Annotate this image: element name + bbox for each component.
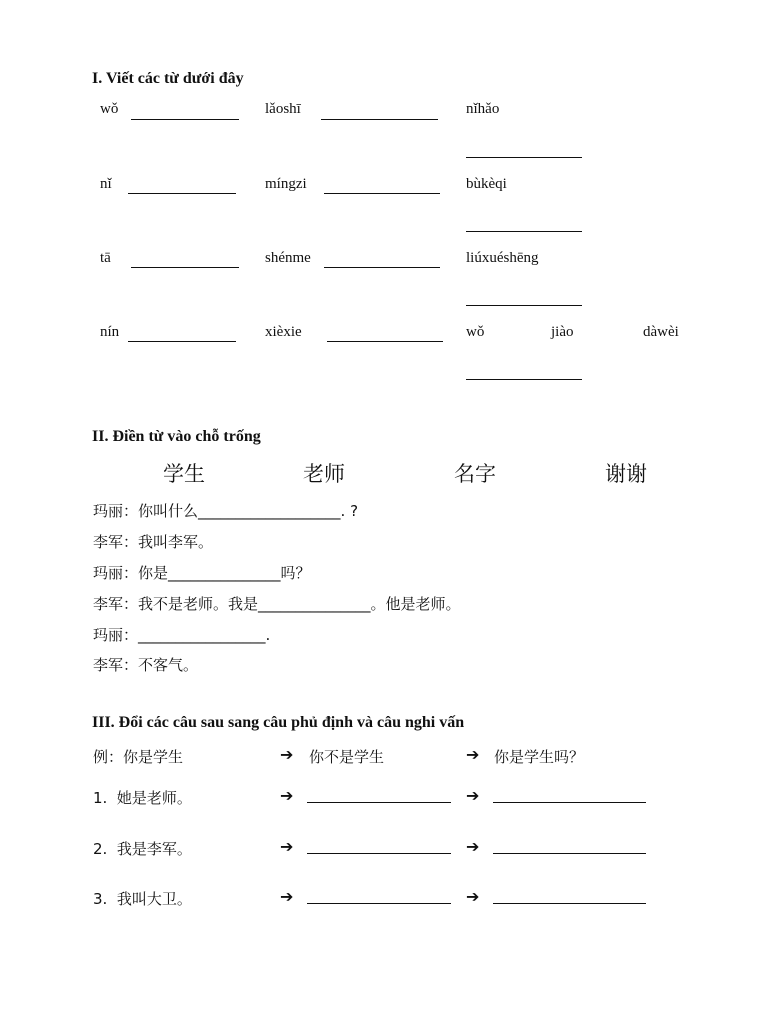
exercise-item-1 (93, 787, 192, 808)
answer-line-mingzi[interactable] (324, 193, 440, 194)
dialog-speaker: 玛丽： (93, 502, 139, 520)
question-answer-line[interactable] (493, 853, 646, 854)
dialog-text: 我不是老师。我是 (138, 595, 259, 613)
answer-line-wo[interactable] (131, 119, 239, 120)
answer-line-shenme[interactable] (324, 267, 440, 268)
dialog-text-after: . (265, 626, 271, 644)
answer-line-nin[interactable] (128, 341, 236, 342)
dialog-text-after: . ? (340, 502, 359, 520)
answer-line-ni[interactable] (128, 193, 236, 194)
pinyin-xiexie: xièxie (265, 324, 302, 340)
dialog-speaker: 李军： (93, 533, 139, 551)
pinyin-laoshi: lǎoshī (265, 101, 301, 117)
question-answer-line[interactable] (493, 903, 646, 904)
pinyin-ta: tā (100, 250, 111, 266)
negative-answer-line[interactable] (307, 802, 451, 803)
word-bank-item: 学生 (163, 462, 205, 486)
arrow-icon: ➔ (466, 786, 480, 805)
word-bank-item: 谢谢 (605, 462, 647, 486)
dialog-text: 你叫什么 (138, 502, 199, 520)
answer-line-bukeqi[interactable] (466, 231, 582, 232)
arrow-icon: ➔ (466, 887, 480, 906)
dialog-line-1 (93, 500, 358, 521)
dialog-blank[interactable]: _______________ (258, 595, 371, 613)
arrow-icon: ➔ (280, 745, 294, 764)
pinyin-phrase-jiao: jiào (551, 324, 574, 340)
pinyin-mingzi: míngzi (265, 176, 307, 192)
item-number: 3. (93, 890, 108, 908)
answer-line-liuxuesheng[interactable] (466, 305, 582, 306)
item-text: 我是李军。 (116, 840, 192, 858)
answer-line-ta[interactable] (131, 267, 239, 268)
pinyin-wo: wǒ (100, 101, 119, 117)
exercise-item-2 (93, 838, 192, 859)
pinyin-ni: nǐ (100, 176, 112, 192)
dialog-blank[interactable]: _________________ (138, 626, 266, 644)
example-question: 你是学生吗？ (494, 748, 585, 766)
dialog-speaker: 玛丽： (93, 626, 139, 644)
pinyin-liuxuesheng: liúxuéshēng (466, 250, 539, 266)
answer-line-xiexie[interactable] (327, 341, 443, 342)
dialog-line-2 (93, 531, 213, 552)
pinyin-nin: nín (100, 324, 120, 340)
dialog-blank[interactable]: _______________ (168, 564, 281, 582)
item-number: 2. (93, 840, 108, 858)
arrow-icon: ➔ (466, 745, 480, 764)
arrow-icon: ➔ (280, 786, 294, 805)
dialog-line-4 (93, 593, 461, 614)
dialog-speaker: 李军： (93, 595, 139, 613)
dialog-text: 不客气。 (138, 656, 199, 674)
dialog-blank[interactable]: ___________________ (198, 502, 341, 520)
section-3-heading: III. Đổi các câu sau sang câu phủ định và câu nghi vấn (92, 714, 465, 731)
negative-answer-line[interactable] (307, 903, 451, 904)
question-answer-line[interactable] (493, 802, 646, 803)
negative-answer-line[interactable] (307, 853, 451, 854)
dialog-speaker: 李军： (93, 656, 139, 674)
answer-line-laoshi[interactable] (321, 119, 438, 120)
pinyin-shenme: shénme (265, 250, 311, 266)
dialog-line-6 (93, 654, 198, 675)
arrow-icon: ➔ (280, 887, 294, 906)
section-1-heading: I. Viết các từ dưới đây (92, 70, 244, 87)
word-bank-item: 名字 (454, 462, 496, 486)
example-negative: 你不是学生 (309, 748, 385, 766)
pinyin-bukeqi: bùkèqi (466, 176, 507, 192)
section-2-heading: II. Điền từ vào chỗ trống (92, 428, 261, 445)
dialog-speaker: 玛丽： (93, 564, 139, 582)
answer-line-phrase[interactable] (466, 379, 582, 380)
exercise-item-3 (93, 888, 192, 909)
arrow-icon: ➔ (466, 837, 480, 856)
arrow-icon: ➔ (280, 837, 294, 856)
answer-line-nihao[interactable] (466, 157, 582, 158)
pinyin-phrase-wo: wǒ (466, 324, 485, 340)
dialog-line-3 (93, 562, 311, 583)
dialog-text: 你是 (138, 564, 169, 582)
pinyin-phrase-dawei: dàwèi (643, 324, 679, 340)
dialog-text: 我叫李军。 (138, 533, 214, 551)
pinyin-nihao: nǐhǎo (466, 101, 500, 117)
item-number: 1. (93, 789, 108, 807)
word-bank-item: 老师 (303, 462, 345, 486)
dialog-text-after: 吗？ (280, 564, 311, 582)
item-text: 她是老师。 (116, 789, 192, 807)
item-text: 我叫大卫。 (116, 890, 192, 908)
dialog-line-5 (93, 624, 270, 645)
dialog-text-after: 。他是老师。 (370, 595, 461, 613)
example-sentence: 例：你是学生 (93, 748, 184, 766)
